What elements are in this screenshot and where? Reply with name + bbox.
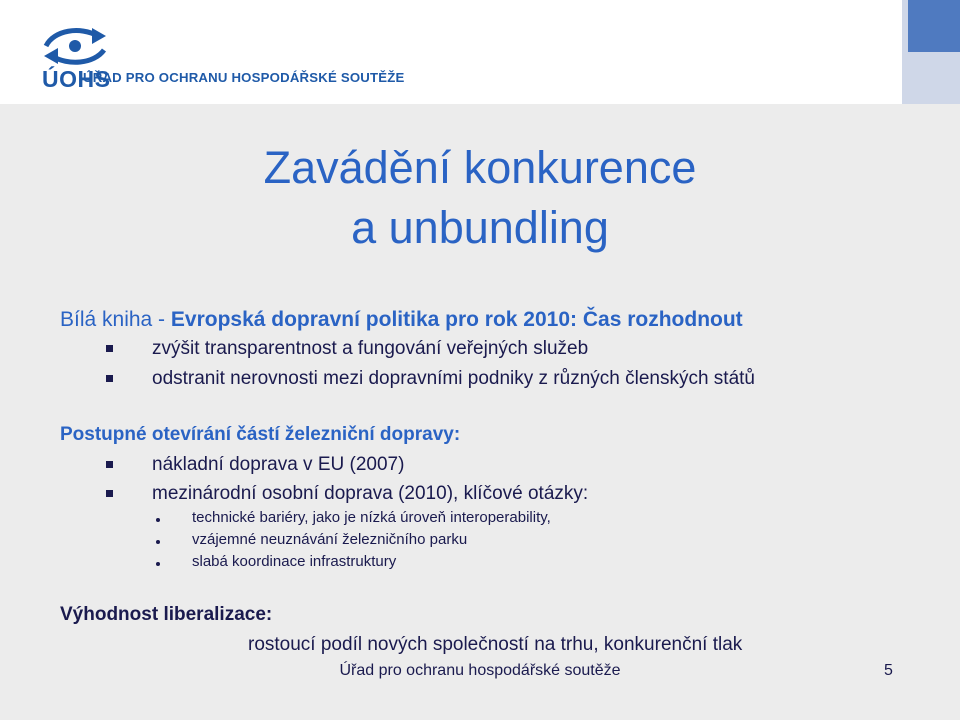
dot-bullet-icon xyxy=(156,562,160,566)
dot-bullet-icon xyxy=(156,540,160,544)
square-bullet-icon xyxy=(106,490,113,497)
title-line-1: Zavádění konkurence xyxy=(263,142,697,193)
page-number: 5 xyxy=(884,662,893,679)
section2-sub-bullet-1: technické bariéry, jako je nízká úroveň interoperability, xyxy=(192,509,551,526)
dot-bullet-icon xyxy=(156,518,160,522)
logo-abbreviation: ÚOHS xyxy=(42,66,111,92)
section2-sub-bullet-2: vzájemné neuznávání železničního parku xyxy=(192,531,468,548)
section1-heading xyxy=(60,308,743,332)
section2-bullet-1: nákladní doprava v EU (2007) xyxy=(152,454,405,475)
square-bullet-icon xyxy=(106,461,113,468)
section1-bullet-1: zvýšit transparentnost a fungování veřejných služeb xyxy=(152,338,589,359)
title-line-2: a unbundling xyxy=(351,202,609,253)
section1-bullet-2: odstranit nerovnosti mezi dopravními podniky z různých členských států xyxy=(152,368,755,389)
section2-bullet-2: mezinárodní osobní doprava (2010), klíčové otázky: xyxy=(152,483,589,504)
square-bullet-icon xyxy=(106,375,113,382)
logo-arrows-icon xyxy=(40,24,110,66)
corner-decoration xyxy=(902,0,960,104)
logo-office-name: ÚŘAD PRO OCHRANU HOSPODÁŘSKÉ SOUTĚŽE xyxy=(83,70,405,85)
slide-title xyxy=(0,138,960,258)
footer-office-name: Úřad pro ochranu hospodářské soutěže xyxy=(339,662,621,679)
section3-heading: Výhodnost liberalizace: xyxy=(60,604,273,625)
section3-text: rostoucí podíl nových společností na trhu, konkurenční tlak xyxy=(248,634,743,655)
section1-lead-bold: Evropská dopravní politika pro rok 2010: Čas rozhodnout xyxy=(170,308,743,331)
square-bullet-icon xyxy=(106,345,113,352)
section2-sub-bullet-3: slabá koordinace infrastruktury xyxy=(192,553,397,570)
section1-lead: Bílá kniha - xyxy=(60,308,171,331)
section2-heading: Postupné otevírání částí železniční dopravy: xyxy=(60,424,461,445)
